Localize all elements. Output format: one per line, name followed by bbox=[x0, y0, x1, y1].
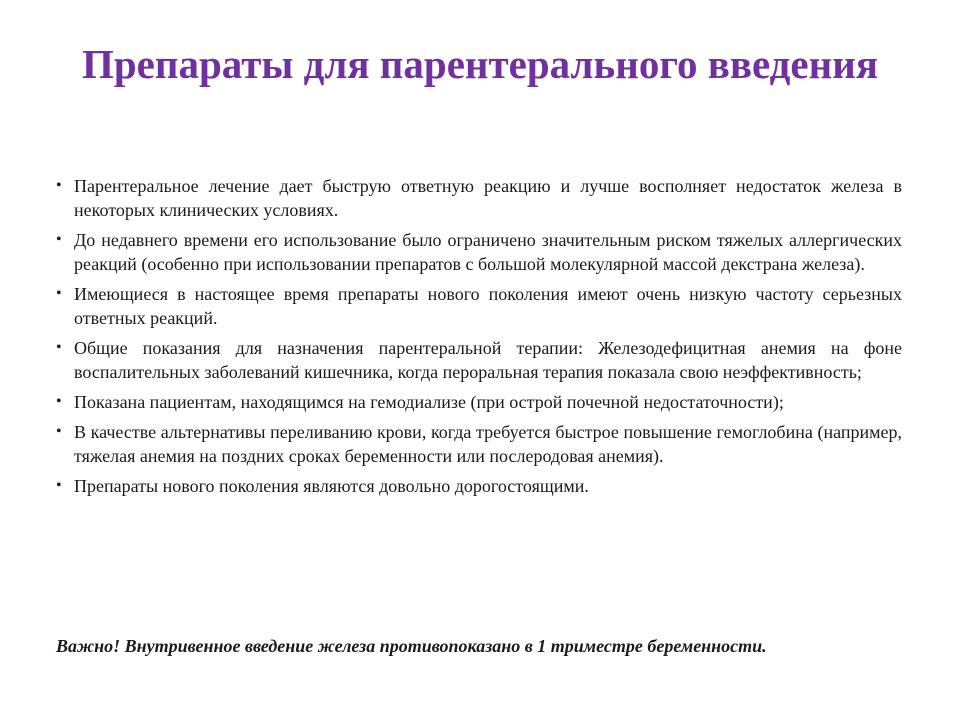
bullet-marker: • bbox=[56, 285, 62, 302]
bullet-text: До недавнего времени его использование было ограничено значительным риском тяжелых аллергических реакций (особенно при использовании препаратов с большой молекулярной массой декстрана железа). bbox=[74, 230, 902, 274]
bullet-text: В качестве альтернативы переливанию крови, когда требуется быстрое повышение гемоглобина (например, тяжелая анемия на поздних сроках беременности или послеродовая анемия). bbox=[74, 422, 902, 466]
bullet-item bbox=[56, 390, 902, 414]
bullet-item bbox=[56, 174, 902, 222]
bullet-item bbox=[56, 336, 902, 384]
bullet-text: Показана пациентам, находящимся на гемодиализе (при острой почечной недостаточности); bbox=[74, 392, 784, 412]
bullet-text: Общие показания для назначения парентеральной терапии: Железодефицитная анемия на фоне воспалительных заболеваний кишечника, когда пероральная терапия показала свою неэффективность; bbox=[74, 338, 902, 382]
bullet-list bbox=[56, 174, 902, 504]
bullet-item bbox=[56, 420, 902, 468]
bullet-item bbox=[56, 228, 902, 276]
bullet-marker: • bbox=[56, 339, 62, 356]
bullet-marker: • bbox=[56, 477, 62, 494]
bullet-marker: • bbox=[56, 393, 62, 410]
bullet-marker: • bbox=[56, 231, 62, 248]
important-note: Важно! Внутривенное введение железа противопоказано в 1 триместре беременности. bbox=[56, 636, 767, 656]
bullet-marker: • bbox=[56, 177, 62, 194]
bullet-item bbox=[56, 474, 902, 498]
bullet-text: Препараты нового поколения являются довольно дорогостоящими. bbox=[74, 476, 589, 496]
bullet-text: Имеющиеся в настоящее время препараты нового поколения имеют очень низкую частоту серьезных ответных реакций. bbox=[74, 284, 902, 328]
bullet-item bbox=[56, 282, 902, 330]
slide-title: Препараты для парентерального введения bbox=[81, 41, 879, 87]
bullet-text: Парентеральное лечение дает быструю ответную реакцию и лучше восполняет недостаток железа в некоторых клинических условиях. bbox=[74, 176, 902, 220]
bullet-marker: • bbox=[56, 423, 62, 440]
